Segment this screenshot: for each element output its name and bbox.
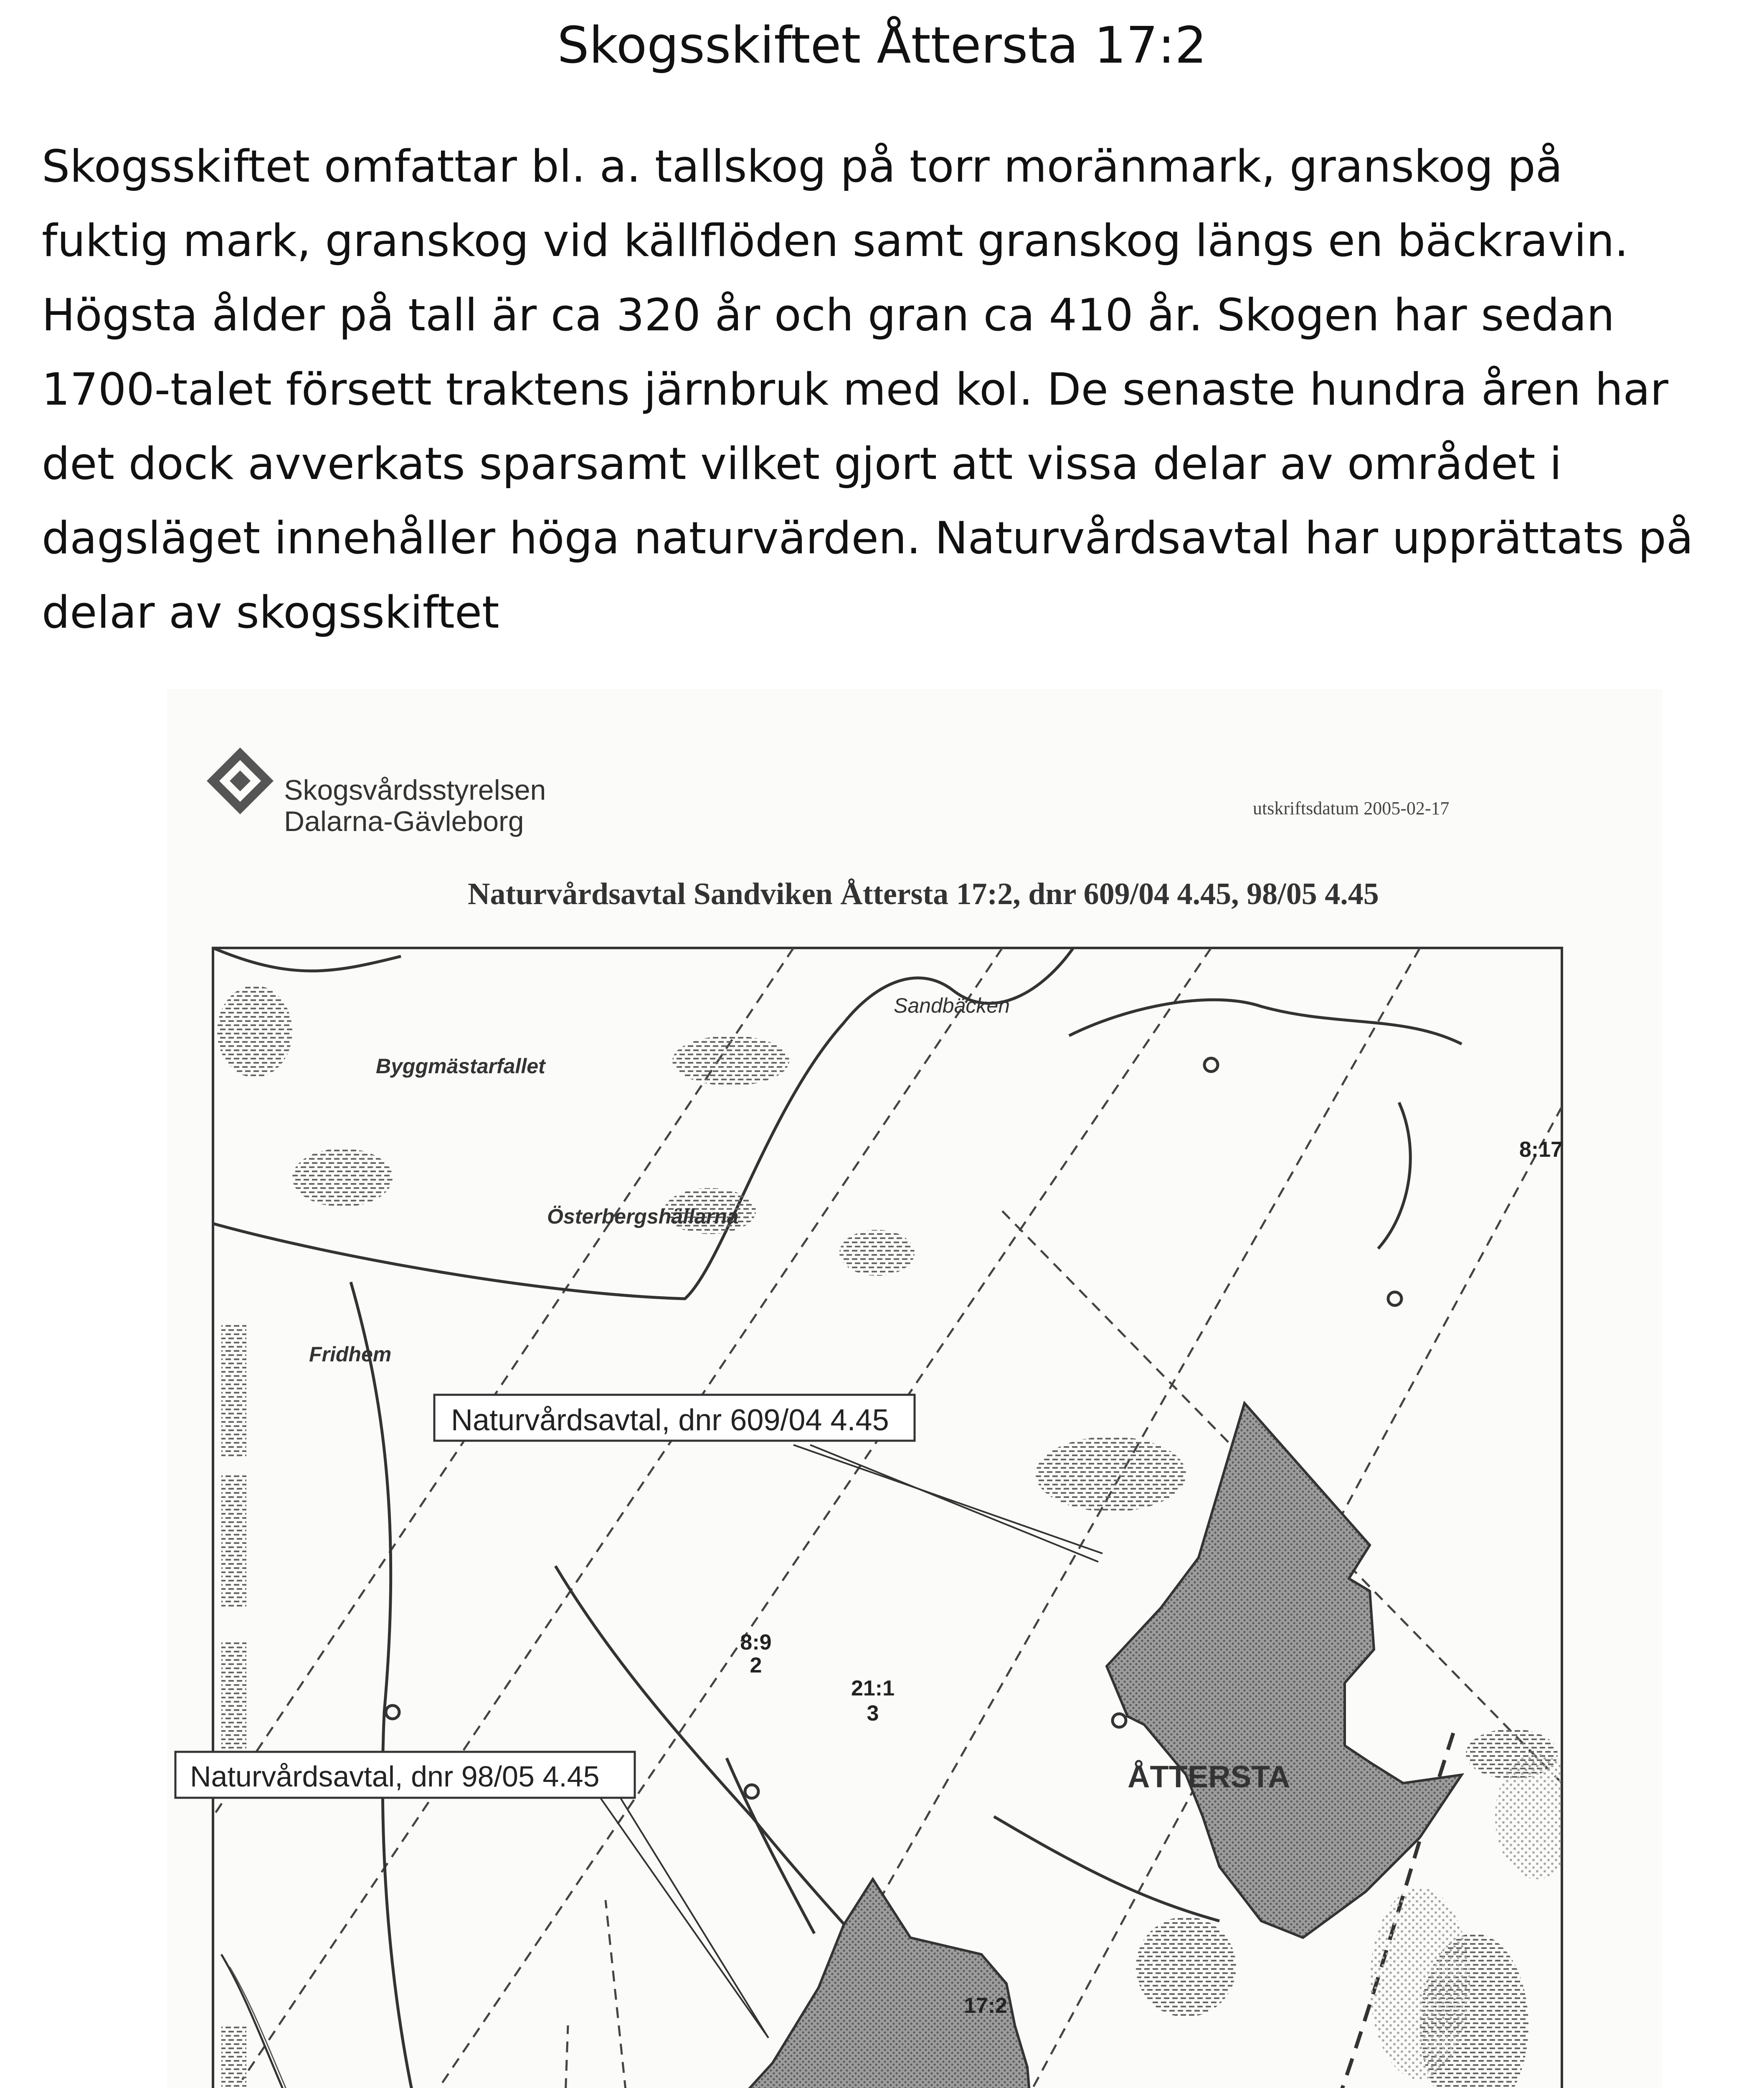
org-region: Dalarna-Gävleborg	[284, 806, 524, 837]
place-fridhem: Fridhem	[309, 1343, 392, 1366]
place-attersta: ÅTTERSTA	[1128, 1759, 1290, 1794]
map-figure	[167, 689, 1662, 2088]
print-date: utskriftsdatum 2005-02-17	[1253, 798, 1450, 818]
place-byggmastarfallet: Byggmästarfallet	[376, 1054, 545, 1078]
svg-text:3: 3	[867, 1701, 879, 1726]
place-osterbergshallarna: Österbergshällarna	[547, 1205, 739, 1228]
svg-text:Naturvårdsavtal, dnr 98/05 4.4: Naturvårdsavtal, dnr 98/05 4.45	[190, 1760, 600, 1793]
parcel-8-9: 8:9	[740, 1630, 772, 1655]
svg-text:Naturvårdsavtal, dnr 609/04 4.: Naturvårdsavtal, dnr 609/04 4.45	[451, 1404, 889, 1437]
agency-logo	[207, 748, 274, 814]
map-title: Naturvårdsavtal Sandviken Åttersta 17:2, dnr 609/04 4.45, 98/05 4.45	[468, 877, 1379, 911]
page-title: Skogsskiftet Åttersta 17:2	[557, 17, 1207, 75]
svg-text:2: 2	[750, 1653, 762, 1677]
place-sandbacken: Sandbäcken	[894, 994, 1010, 1017]
callout-98-05	[175, 1752, 635, 1798]
parcel-8-17: 8:17	[1519, 1138, 1563, 1162]
parcel-17-2: 17:2	[963, 1994, 1008, 2018]
callout-609-04	[434, 1395, 915, 1441]
org-name: Skogsvårdsstyrelsen	[284, 774, 546, 806]
intro-paragraph: Skogsskiftet omfattar bl. a. tallskog på torr moränmark, granskog på fuktig mark, granskog vid källflöden samt granskog längs en bäckravin. Högsta ålder på tall är ca 320 år och gran ca 410 år. Skogen har sedan 1700-talet försett traktens järnbruk med kol. De senaste hundra åren har det dock avverkats sparsamt vilket gjort att vissa delar av området i dagsläget innehåller höga naturvärden. Naturvårdsavtal har upprättats på delar av skogsskiftet	[42, 141, 1693, 638]
protected-area-98-05	[722, 1879, 1140, 2088]
parcel-21-1: 21:1	[851, 1676, 895, 1700]
